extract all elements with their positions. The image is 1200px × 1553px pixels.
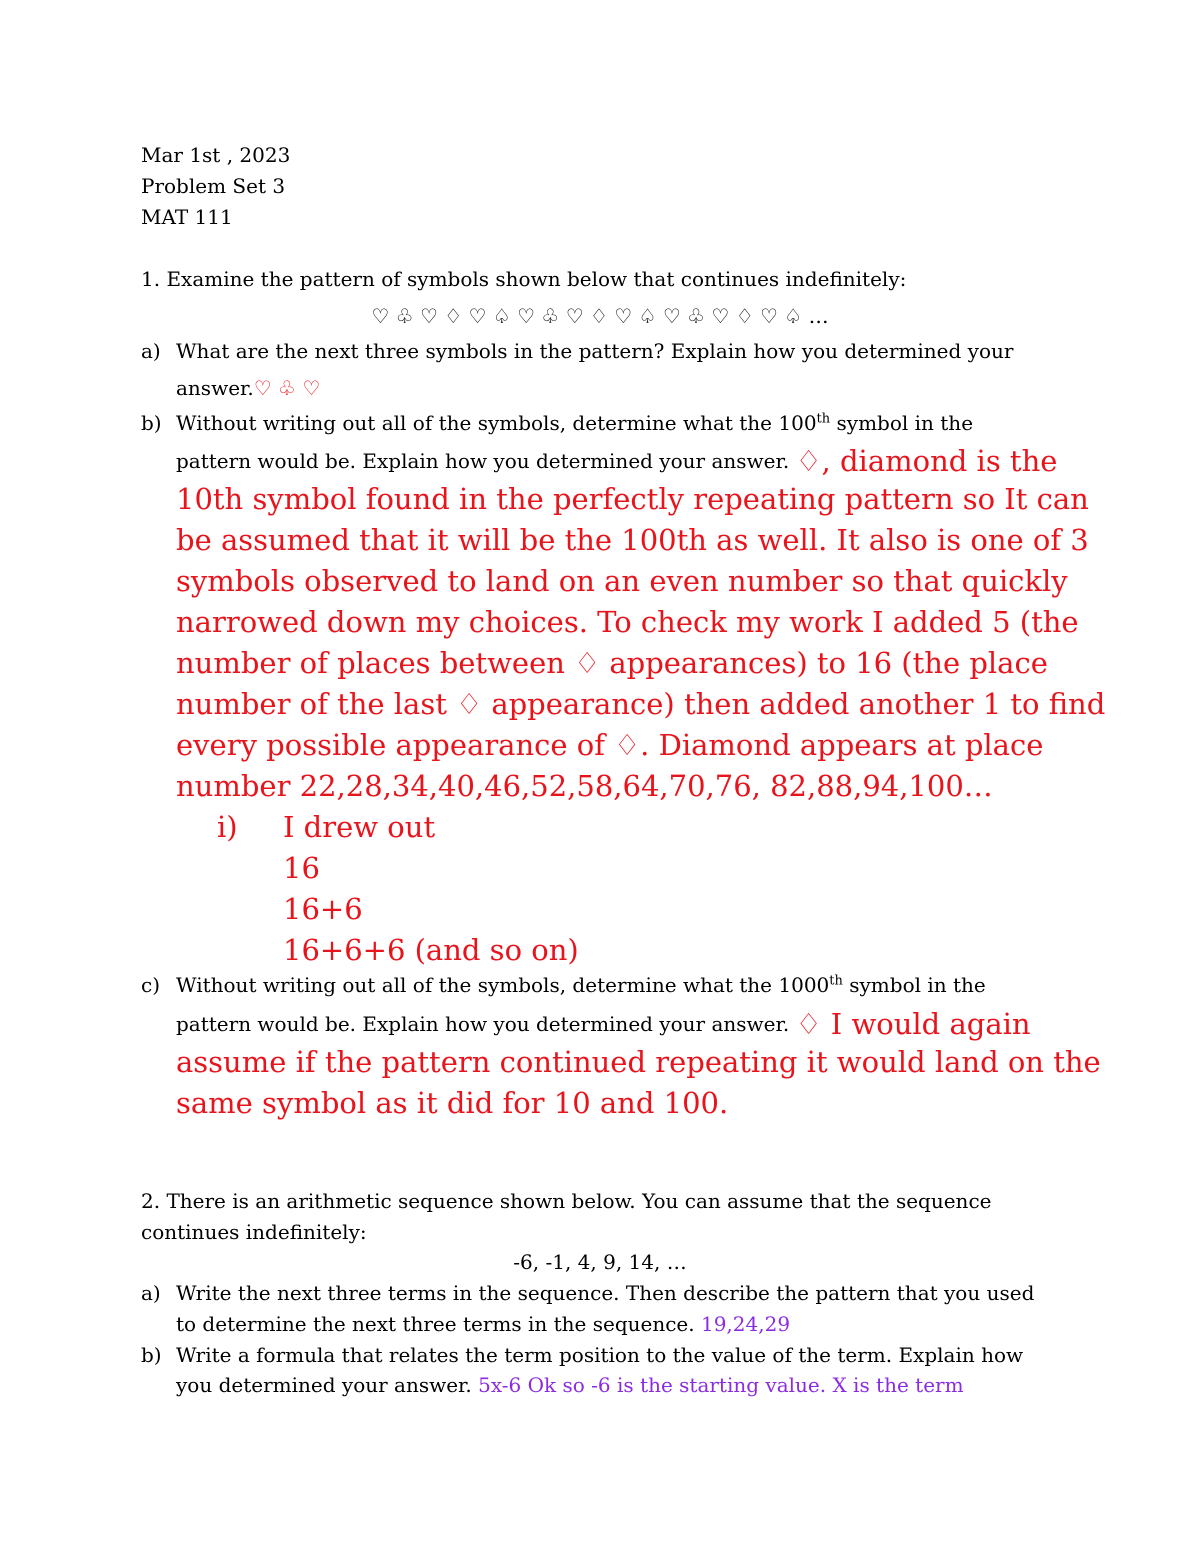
q1b-answer-line: number 22,28,34,40,46,52,58,64,70,76, 82,88,94,100… <box>176 769 993 803</box>
q2b-text-line2-body: you determined your answer. <box>176 1373 479 1397</box>
q1b-answer-line: number of the last ♢ appearance) then added another 1 to find <box>176 687 1106 721</box>
q1c-answer-line: assume if the pattern continued repeating it would land on the <box>176 1045 1101 1079</box>
q2a-text-line2 <box>176 1311 790 1337</box>
q1c-text-line2-body: pattern would be. Explain how you determined your answer. <box>176 1012 796 1036</box>
q1c-text-part1: Without writing out all of the symbols, determine what the 1000 <box>176 973 830 997</box>
q1b-sub-line: 16 <box>283 851 320 885</box>
q2b-answer: 5x-6 Ok so -6 is the starting value. X is the term <box>478 1373 964 1397</box>
q2b-text-line2 <box>176 1372 964 1398</box>
q1b-answer-line: number of places between ♢ appearances) to 16 (the place <box>176 646 1048 680</box>
q1a-text-answer-word: answer. <box>176 376 254 400</box>
q1b-label: b) <box>141 411 162 435</box>
q1b-text-line2 <box>176 442 1057 480</box>
q1b-text-line1 <box>176 410 973 436</box>
q1b-sub-line: 16+6+6 (and so on) <box>283 933 579 967</box>
q1c-text-part2: symbol in the <box>842 973 986 997</box>
q1b-text-line2-body: pattern would be. Explain how you determined your answer. <box>176 449 796 473</box>
course-code: MAT 111 <box>141 205 233 229</box>
q1b-answer-line: ♢, diamond is the <box>795 444 1058 478</box>
q2a-label: a) <box>141 1281 161 1305</box>
q2b-label: b) <box>141 1343 162 1367</box>
q2-prompt-line2: continues indefinitely: <box>141 1220 367 1244</box>
q1b-text-part1: Without writing out all of the symbols, determine what the 100 <box>176 411 817 435</box>
q1b-sub-line: 16+6 <box>283 892 363 926</box>
q1c-answer-line: same symbol as it did for 10 and 100. <box>176 1086 729 1120</box>
q1a-label: a) <box>141 339 161 363</box>
q1b-text-part2: symbol in the <box>830 411 974 435</box>
problem-set-title: Problem Set 3 <box>141 174 286 198</box>
date-line: Mar 1st , 2023 <box>141 143 291 167</box>
q1-prompt: 1. Examine the pattern of symbols shown below that continues indefinitely: <box>141 267 907 291</box>
q1c-label: c) <box>141 973 161 997</box>
q1b-sub-label: i) <box>217 810 238 844</box>
q1b-answer-line: every possible appearance of ♢. Diamond appears at place <box>176 728 1044 762</box>
q2-sequence: -6, -1, 4, 9, 14, … <box>513 1250 687 1274</box>
q1b-answer-line: symbols observed to land on an even number so that quickly <box>176 564 1068 598</box>
q1c-text-line1 <box>176 972 986 998</box>
q2a-answer: 19,24,29 <box>700 1312 791 1336</box>
q1c-superscript: th <box>829 973 843 989</box>
q2-prompt-line1: 2. There is an arithmetic sequence shown below. You can assume that the sequence <box>141 1189 992 1213</box>
q1-symbol-pattern: ♡ ♧ ♡ ♢ ♡ ♤ ♡ ♧ ♡ ♢ ♡ ♤ ♡ ♧ ♡ ♢ ♡ ♤ … <box>371 304 829 328</box>
q2a-text-line2-body: to determine the next three terms in the sequence. <box>176 1312 701 1336</box>
q1b-superscript: th <box>816 411 831 427</box>
q1b-answer-line: narrowed down my choices. To check my work I added 5 (the <box>176 605 1079 639</box>
q2a-text-line1: Write the next three terms in the sequence. Then describe the pattern that you used <box>176 1281 1035 1305</box>
q1b-answer-line: 10th symbol found in the perfectly repeating pattern so It can <box>176 482 1089 516</box>
q1c-text-line2 <box>176 1005 1031 1043</box>
q1c-answer-line: ♢ I would again <box>795 1007 1031 1041</box>
q1b-sub-line: I drew out <box>283 810 436 844</box>
q2b-text-line1: Write a formula that relates the term position to the value of the term. Explain how <box>176 1343 1024 1367</box>
q1a-text-line1: What are the next three symbols in the pattern? Explain how you determined your <box>176 339 1014 363</box>
q1a-answer: ♡ ♧ ♡ <box>253 376 321 400</box>
q1a-text-line2 <box>176 375 320 401</box>
q1b-answer-line: be assumed that it will be the 100th as well. It also is one of 3 <box>176 523 1089 557</box>
